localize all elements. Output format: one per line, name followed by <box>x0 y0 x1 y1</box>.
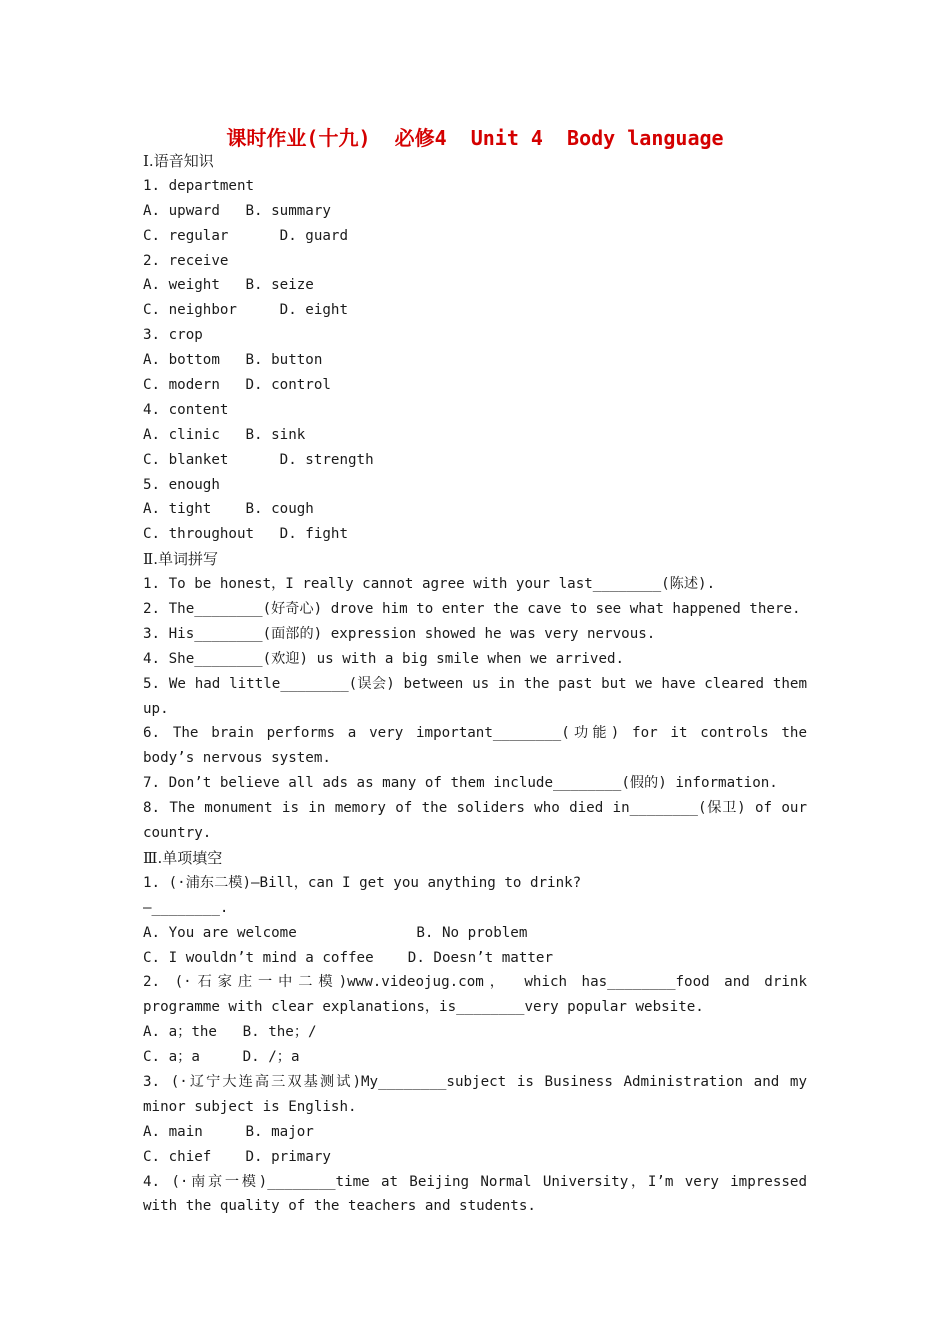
text-line: 5. We had little________(误会) between us in the past but we have cleared them <box>143 675 807 692</box>
text-line: C. chief D. primary <box>143 1148 331 1165</box>
text-line: A. tight B. cough <box>143 501 314 518</box>
section-heading: Ⅲ.单项填空 <box>143 848 223 867</box>
text-line: 1. To be honest，I really cannot agree with your last________(陈述). <box>143 576 716 593</box>
text-line: A. You are welcome B. No problem <box>143 924 528 941</box>
text-line: body’s nervous system. <box>143 750 331 767</box>
section-heading: Ⅱ.单词拼写 <box>143 550 218 569</box>
text-line: 2. The________(好奇心) drove him to enter the cave to see what happened there. <box>143 601 801 618</box>
text-line: 3. crop <box>143 327 203 344</box>
text-line: 3. His________(面部的) expression showed he was very nervous. <box>143 625 656 642</box>
document-body <box>143 149 807 1219</box>
text-line: C. I wouldn’t mind a coffee D. Doesn’t matter <box>143 949 553 966</box>
text-line: C. modern D. control <box>143 377 331 394</box>
text-line: C. regular D. guard <box>143 227 348 244</box>
text-line: A. bottom B. button <box>143 352 323 369</box>
text-line: C. neighbor D. eight <box>143 302 348 319</box>
text-line: A. clinic B. sink <box>143 426 306 443</box>
text-line: 4. (·南京一模)________time at Beijing Normal University，I’m very impressed <box>143 1173 807 1190</box>
text-line: 7. Don’t believe all ads as many of them include________(假的) information. <box>143 775 778 792</box>
text-line: A. weight B. seize <box>143 277 314 294</box>
text-line: A. main B. major <box>143 1123 314 1140</box>
text-line: programme with clear explanations，is________very popular website. <box>143 999 704 1016</box>
text-line: 1. department <box>143 177 255 194</box>
text-line: 6. The brain performs a very important________(功能) for it controls the <box>143 725 807 742</box>
text-line: C. throughout D. fight <box>143 526 348 543</box>
text-line: 1. (·浦东二模)—Bill，can I get you anything to drink? <box>143 874 582 891</box>
text-line: 2. (·石家庄一中二模)www.videojug.com， which has________food and drink <box>143 974 807 991</box>
text-line: 5. enough <box>143 476 220 493</box>
section-heading: Ⅰ.语音知识 <box>143 152 214 170</box>
text-line: with the quality of the teachers and students. <box>143 1198 536 1215</box>
text-line: 3. (·辽宁大连高三双基测试)My________subject is Business Administration and my <box>143 1073 807 1090</box>
text-line: —________. <box>143 899 229 916</box>
text-line: C. blanket D. strength <box>143 451 374 468</box>
page-title: 课时作业(十九) 必修4 Unit 4 Body language <box>226 126 724 150</box>
text-line: A. upward B. summary <box>143 202 331 219</box>
text-line: country. <box>143 825 212 842</box>
text-line: up. <box>143 700 169 717</box>
text-line: minor subject is English. <box>143 1098 357 1115</box>
text-line: 2. receive <box>143 252 229 269</box>
text-line: A. a；the B. the；/ <box>143 1024 317 1041</box>
text-line: 4. She________(欢迎) us with a big smile when we arrived. <box>143 650 625 667</box>
text-line: C. a；a D. /；a <box>143 1049 300 1066</box>
text-line: 4. content <box>143 401 229 418</box>
text-line: 8. The monument is in memory of the soliders who died in________(保卫) of our <box>143 800 807 817</box>
